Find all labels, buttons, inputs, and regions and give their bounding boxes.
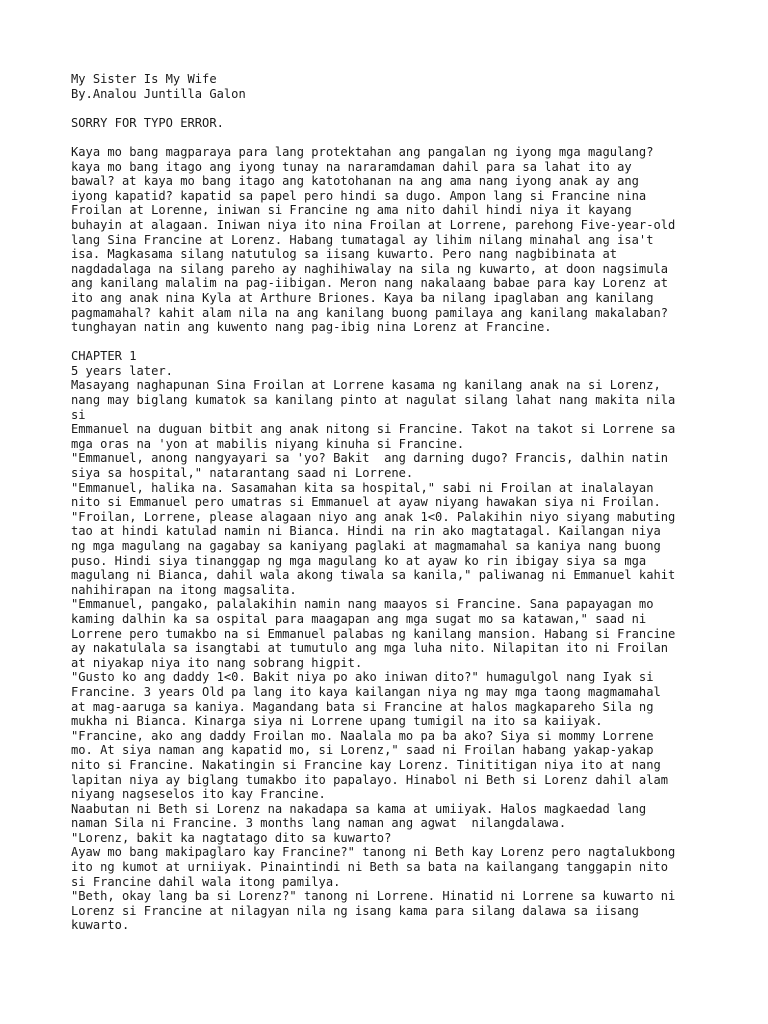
text-line: iyong kapatid? kapatid sa papel pero hindi sa dugo. Ampon lang si Francine nina — [71, 188, 647, 203]
chapter-heading: CHAPTER 1 — [71, 349, 137, 364]
text-line: Francine. 3 years Old pa lang ito kaya kailangan niya ng may mga taong magmamahal — [71, 684, 661, 699]
text-line: ang kanilang malalim na pag-iibigan. Meron nang nakalaang babae para kay Lorenz at — [71, 276, 669, 291]
text-line: "Emmanuel, anong nangyayari sa 'yo? Bakit ang darning dugo? Francis, dalhin natin — [71, 451, 669, 466]
text-line: ay nakatulala sa isangtabi at tumutulo ang mga luha nito. Nilapitan ito ni Froilan — [71, 641, 669, 656]
text-line: isa. Magkasama silang natutulog sa iisang kuwarto. Pero nang nagbibinata at — [71, 247, 618, 262]
text-line: si Francine dahil wala itong pamilya. — [71, 874, 341, 889]
text-line: magulang ni Bianca, dahil wala akong tiwala sa kanila," paliwanag ni Emmanuel kahit — [71, 568, 676, 583]
text-line: Lorenz si Francine at nilagyan nila ng isang kama para silang dalawa sa iisang — [71, 903, 639, 918]
text-line: Lorrene pero tumakbo na si Emmanuel palabas ng kanilang mansion. Habang si Francine — [71, 626, 676, 641]
spacer — [71, 335, 711, 350]
document-page — [71, 72, 711, 933]
text-line: puso. Hindi siya tinanggap ng mga magulang ko at ayaw ko rin ibigay siya sa mga — [71, 553, 647, 568]
text-line: Emmanuel na duguan bitbit ang anak nitong si Francine. Takot na takot si Lorrene sa — [71, 422, 676, 437]
spacer — [71, 101, 711, 116]
text-line: si — [71, 407, 86, 422]
chapter-body — [71, 364, 711, 933]
text-line: "Gusto ko ang daddy 1<0. Bakit niya po ako iniwan dito?" humagulgol nang Iyak si — [71, 670, 654, 685]
text-line: "Beth, okay lang ba si Lorenz?" tanong ni Lorrene. Hinatid ni Lorrene sa kuwarto ni — [71, 889, 676, 904]
text-line: tao at hindi katulad namin ni Bianca. Hindi na rin ako magtatagal. Kailangan niya — [71, 524, 661, 539]
text-line: "Emmanuel, halika na. Sasamahan kita sa hospital," sabi ni Froilan at inalalayan — [71, 480, 654, 495]
text-line: "Emmanuel, pangako, palalakihin namin nang maayos si Francine. Sana papayagan mo — [71, 597, 654, 612]
text-line: at mag-aaruga sa kaniya. Magandang bata si Francine at halos magkapareho Sila ng — [71, 699, 654, 714]
text-line: Kaya mo bang magparaya para lang protektahan ang pangalan ng iyong mga magulang? — [71, 144, 654, 159]
text-line: buhayin at alagaan. Iniwan niya ito nina Froilan at Lorrene, parehong Five-year-old — [71, 217, 676, 232]
text-line: mga oras na 'yon at mabilis niyang kinuha si Francine. — [71, 436, 465, 451]
text-line: "Francine, ako ang daddy Froilan mo. Naalala mo pa ba ako? Siya si mommy Lorrene — [71, 728, 654, 743]
text-line: kuwarto. — [71, 918, 130, 933]
text-line: naman Sila ni Francine. 3 months lang naman ang agwat nilangdalawa. — [71, 816, 567, 831]
text-line: tunghayan natin ang kuwento nang pag-ibig nina Lorenz at Francine. — [71, 320, 552, 335]
text-line: Froilan at Lorenne, iniwan si Francine ng ama nito dahil hindi niya it kayang — [71, 203, 632, 218]
text-line: "Froilan, Lorrene, please alagaan niyo ang anak 1<0. Palakihin niyo siyang mabuting — [71, 509, 676, 524]
spacer — [71, 130, 711, 145]
text-line: mo. At siya naman ang kapatid mo, si Lorenz," saad ni Froilan habang yakap-yakap — [71, 743, 654, 758]
document-title: My Sister Is My Wife — [71, 72, 217, 86]
text-line: niyang nagseselos ito kay Francine. — [71, 787, 326, 802]
text-line: nito si Francine. Nakatingin si Francine kay Lorenz. Tinititigan niya ito at nang — [71, 757, 661, 772]
text-line: nito si Emmanuel pero umatras si Emmanuel at ayaw niyang hawakan siya ni Froilan. — [71, 495, 661, 510]
text-line: bawal? at kaya mo bang itago ang katotohanan na ang ama nang iyong anak ay ang — [71, 174, 639, 189]
text-line: Masayang naghapunan Sina Froilan at Lorrene kasama ng kanilang anak na si Lorenz, — [71, 378, 661, 393]
text-line: siya sa hospital," natarantang saad ni Lorrene. — [71, 466, 414, 481]
text-line: Naabutan ni Beth si Lorenz na nakadapa sa kama at umiiyak. Halos magkaedad lang — [71, 801, 647, 816]
text-line: kaya mo bang itago ang iyong tunay na nararamdaman dahil para sa lahat ito ay — [71, 159, 632, 174]
text-line: mukha ni Bianca. Kinarga siya ni Lorrene upang tumigil na ito sa kaiiyak. — [71, 714, 603, 729]
document-byline: By.Analou Juntilla Galon — [71, 86, 246, 101]
text-line: "Lorenz, bakit ka nagtatago dito sa kuwarto? — [71, 830, 392, 845]
text-line: nahihirapan na itong magsalita. — [71, 582, 297, 597]
text-line: Ayaw mo bang makipaglaro kay Francine?" tanong ni Beth kay Lorenz pero nagtalukbong — [71, 845, 676, 860]
text-line: kaming dalhin ka sa ospital para maagapan ang mga sugat mo sa katawan," saad ni — [71, 611, 647, 626]
synopsis-paragraph — [71, 145, 711, 335]
text-line: nagdadalaga na silang pareho ay naghihiwalay na sila ng kuwarto, at doon nagsimula — [71, 261, 669, 276]
text-line: pagmamahal? kahit alam nila na ang kanilang buong pamilaya ang kanilang makalaban? — [71, 305, 669, 320]
text-line: ito ang anak nina Kyla at Arthure Briones. Kaya ba nilang ipaglaban ang kanilang — [71, 290, 654, 305]
text-line: ng mga magulang na gagabay sa kaniyang paglaki at magmamahal sa kaniya nang buong — [71, 539, 661, 553]
text-line: nang may biglang kumatok sa kanilang pinto at nagulat silang lahat nang makita nila — [71, 393, 676, 408]
text-line: ito ng kumot at urniiyak. Pinaintindi ni Beth sa bata na kailangang tanggapin nito — [71, 860, 669, 875]
text-line: 5 years later. — [71, 363, 173, 378]
text-line: at niyakap niya ito nang sobrang higpit. — [71, 655, 363, 670]
text-line: lang Sina Francine at Lorenz. Habang tumatagal ay lihim nilang minahal ang isa't — [71, 232, 654, 247]
typo-notice: SORRY FOR TYPO ERROR. — [71, 115, 224, 130]
text-line: lapitan niya ay biglang tumakbo ito papalayo. Hinabol ni Beth si Lorenz dahil alam — [71, 772, 669, 787]
